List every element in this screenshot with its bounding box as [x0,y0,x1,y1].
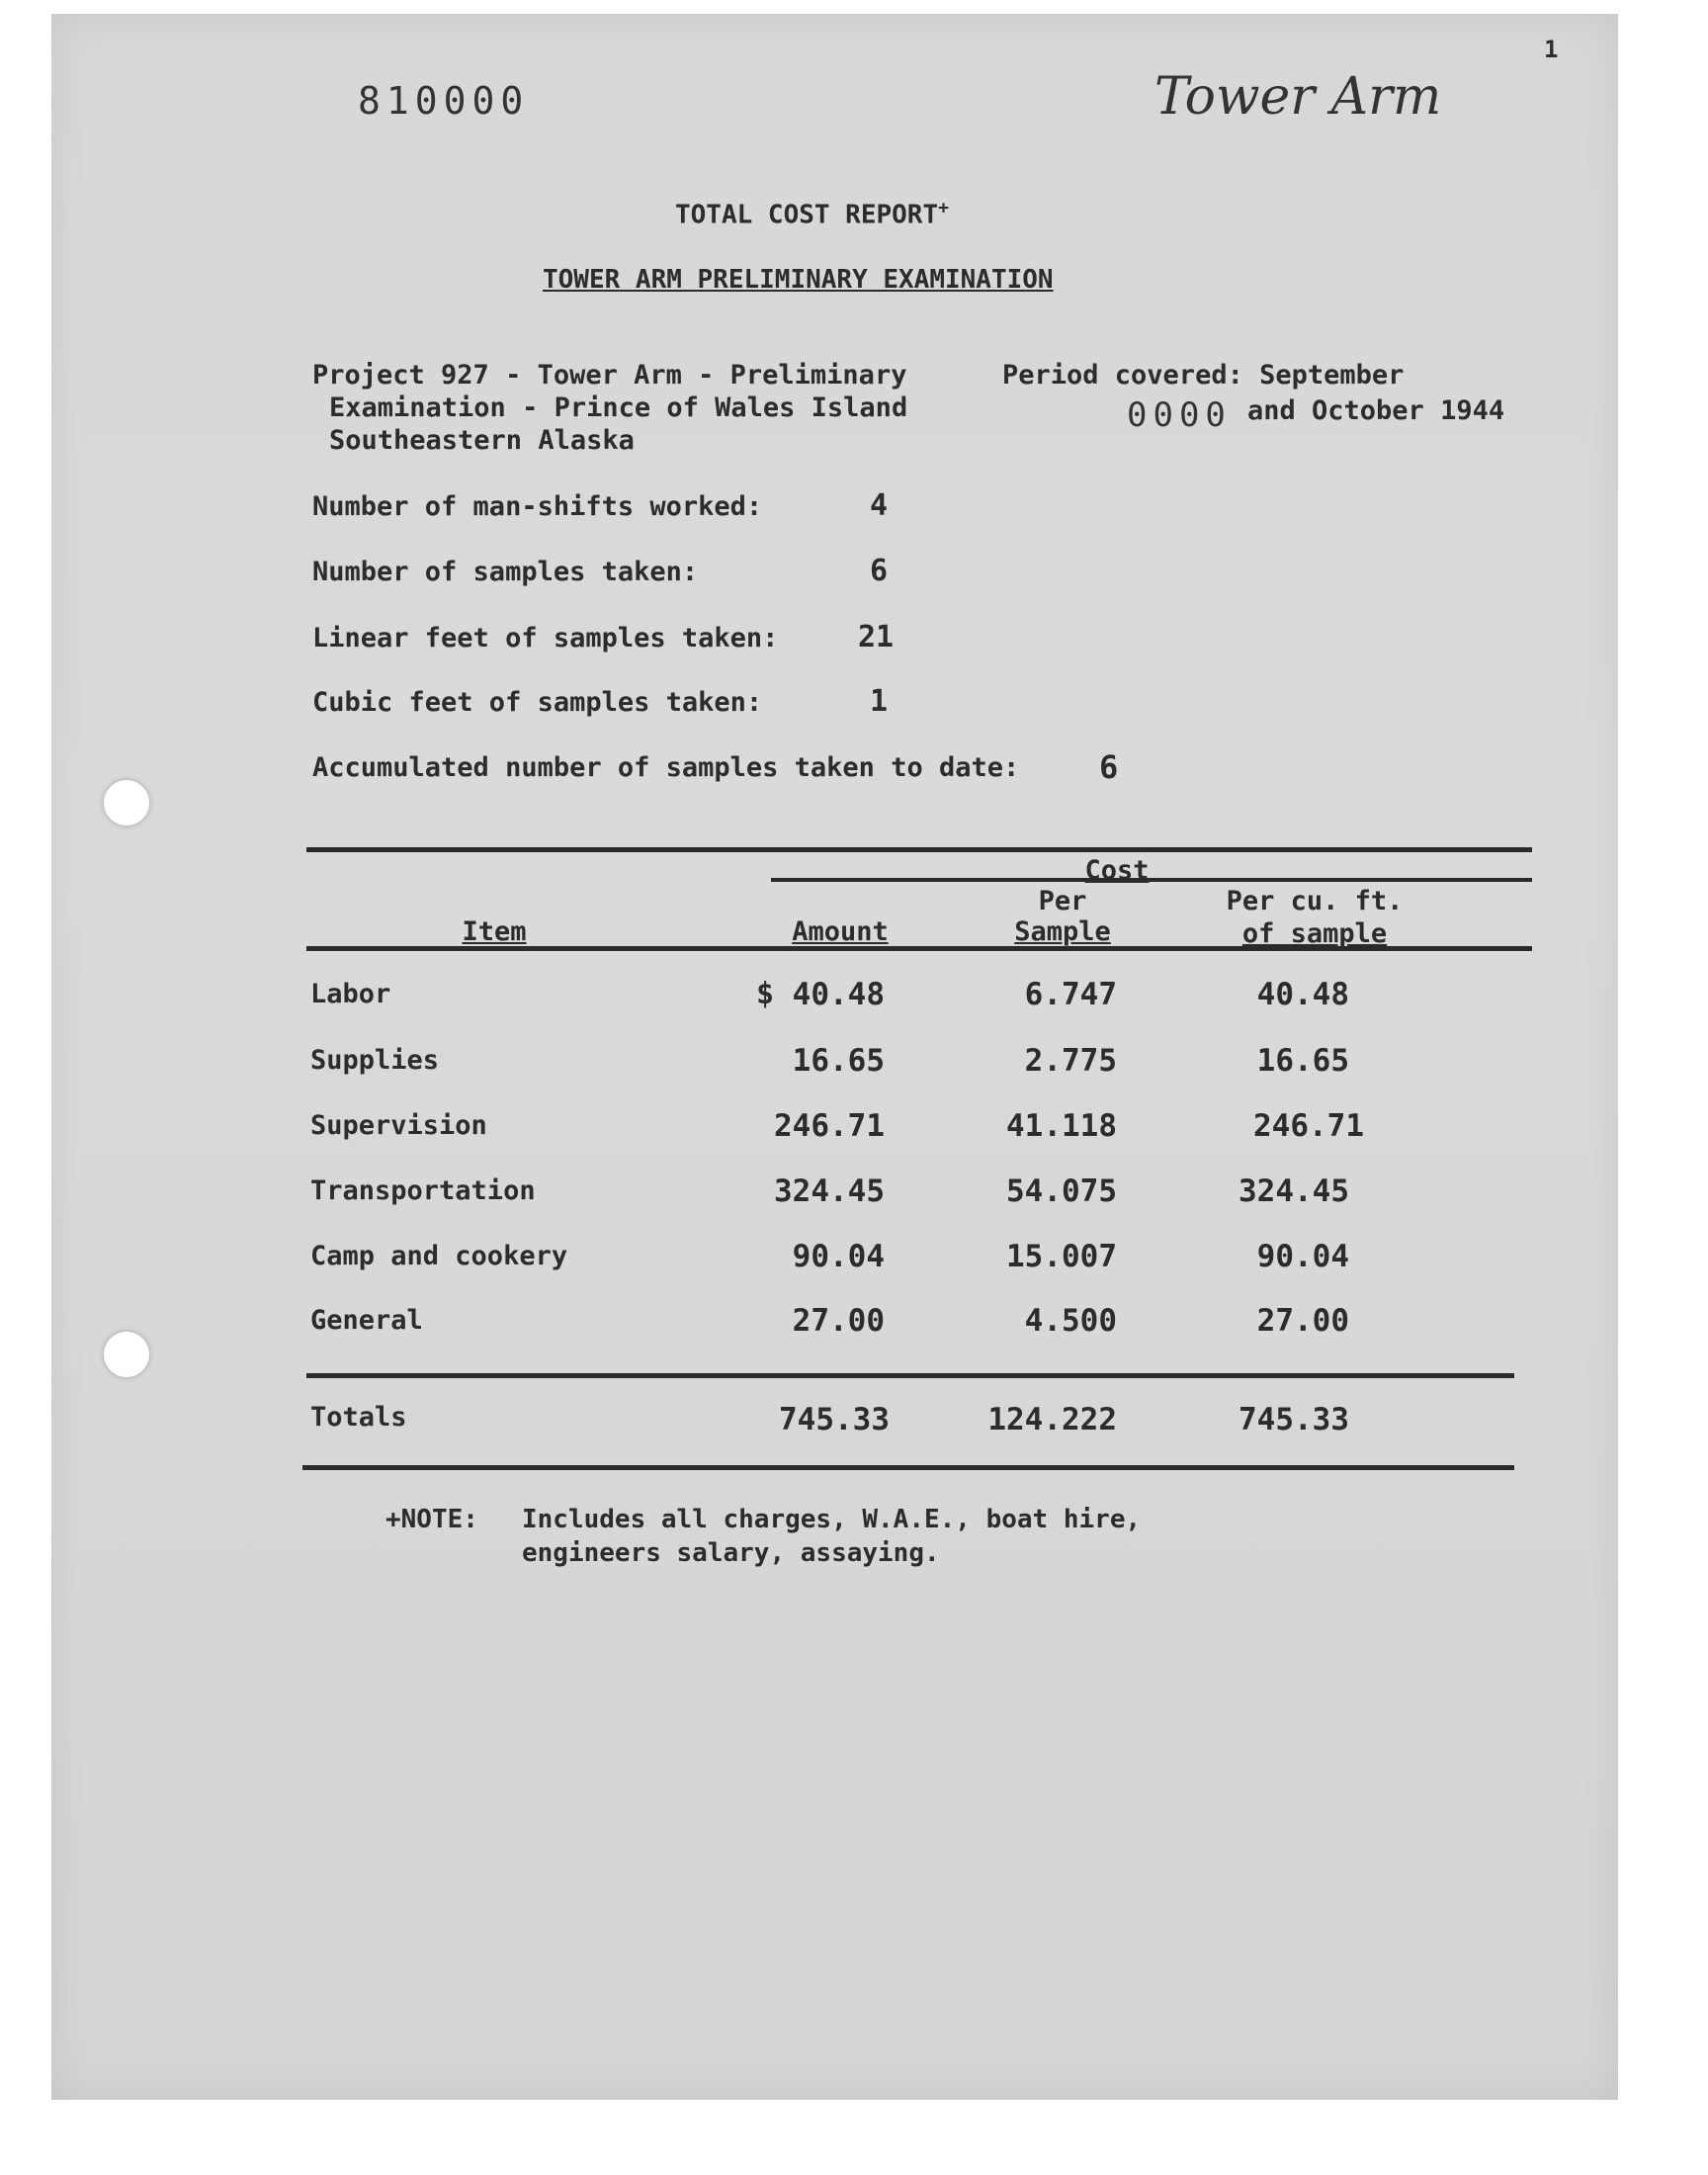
project-line-1: Project 927 - Tower Arm - Preliminary [312,360,907,391]
row-per-cuft-transportation: 324.45 [1238,1174,1349,1209]
row-per-sample-supplies: 2.775 [1024,1043,1117,1079]
row-per-cuft-camp-cookery: 90.04 [1256,1239,1349,1274]
row-amount-general: 27.00 [792,1303,885,1339]
header-amount: Amount [792,916,889,947]
accumulated-label: Accumulated number of samples taken to date: [312,752,1020,783]
stat-value-linear-feet: 21 [858,620,895,654]
project-line-2: Examination - Prince of Wales Island [329,392,908,423]
stat-value-man-shifts: 4 [870,488,889,523]
stat-value-samples: 6 [870,554,889,588]
project-line-3: Southeastern Alaska [329,425,635,456]
handwritten-note: Tower Arm [1154,67,1442,127]
row-per-cuft-labor: 40.48 [1256,977,1349,1012]
row-per-cuft-general: 27.00 [1256,1303,1349,1339]
row-amount-supervision: 246.71 [774,1108,885,1144]
accumulated-value: 6 [1099,748,1119,786]
report-subtitle: TOWER ARM PRELIMINARY EXAMINATION [543,265,1054,295]
row-per-sample-general: 4.500 [1024,1303,1117,1339]
row-per-cuft-supervision: 246.71 [1253,1108,1364,1144]
row-item-camp-cookery: Camp and cookery [310,1241,568,1271]
stat-value-cubic-feet: 1 [870,684,889,719]
row-per-sample-labor: 6.747 [1024,977,1117,1012]
totals-per-sample: 124.222 [987,1402,1117,1437]
totals-label: Totals [310,1402,407,1433]
report-title: TOTAL COST REPORT+ [675,198,949,230]
header-per-cuft-2: of sample [1241,918,1388,949]
totals-amount: 745.33 [779,1402,890,1437]
stat-label-linear-feet: Linear feet of samples taken: [312,623,779,653]
row-amount-transportation: 324.45 [774,1174,885,1209]
header-per-sample-1: Per [1038,886,1087,916]
row-item-general: General [310,1305,423,1336]
header-per-cuft-1: Per cu. ft. [1226,886,1404,916]
row-item-supervision: Supervision [310,1110,487,1141]
row-item-supplies: Supplies [310,1045,440,1076]
punch-hole-bottom [104,1332,149,1377]
totals-per-cuft: 745.33 [1238,1402,1349,1437]
period-line-2: and October 1944 [1247,395,1505,426]
table-top-rule [306,847,1532,852]
period-stamp: 0000 [1127,395,1232,435]
row-per-sample-camp-cookery: 15.007 [1006,1239,1117,1274]
cost-group-header: Cost [1084,855,1150,886]
header-per-sample-2: Sample [1014,916,1111,947]
row-per-cuft-supplies: 16.65 [1256,1043,1349,1079]
row-item-labor: Labor [310,979,391,1009]
row-amount-camp-cookery: 90.04 [792,1239,885,1274]
header-item: Item [462,916,527,947]
row-per-sample-transportation: 54.075 [1006,1174,1117,1209]
totals-bottom-rule [302,1465,1514,1470]
note-line-1: Includes all charges, W.A.E., boat hire, [522,1505,1142,1534]
stamp-number: 810000 [358,79,530,123]
row-per-sample-supervision: 41.118 [1006,1108,1117,1144]
note-prefix: +NOTE: [385,1505,478,1534]
row-amount-labor: 40.48 [792,977,885,1012]
totals-top-rule [306,1373,1514,1378]
row-item-transportation: Transportation [310,1175,536,1206]
currency-symbol: $ [756,977,775,1011]
stat-label-cubic-feet: Cubic feet of samples taken: [312,687,763,718]
page-number: 1 [1544,36,1559,63]
punch-hole-top [104,780,149,826]
row-amount-supplies: 16.65 [792,1043,885,1079]
note-line-2: engineers salary, assaying. [522,1538,940,1568]
title-mark: + [938,198,949,218]
period-line-1: Period covered: September [1002,360,1405,391]
stat-label-samples: Number of samples taken: [312,557,699,587]
stat-label-man-shifts: Number of man-shifts worked: [312,491,763,522]
